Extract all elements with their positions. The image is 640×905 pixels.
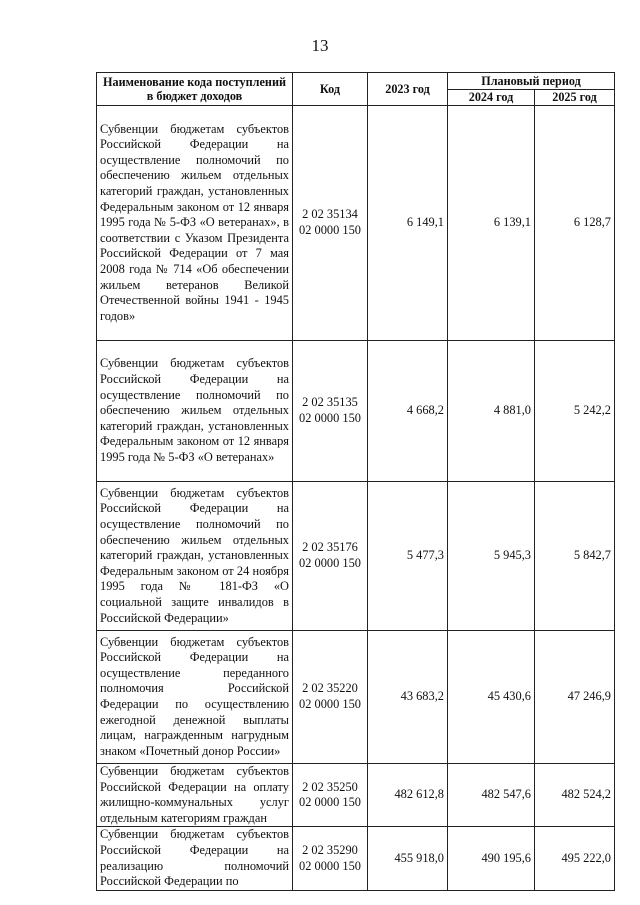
row-name: Субвенции бюджетам субъектов Российской Федерации на оплату жилищно-коммунальных услуг отдельным категориям граждан: [97, 764, 293, 827]
row-2024: 490 195,6: [448, 827, 535, 890]
table-row: [97, 341, 615, 482]
row-2023: 43 683,2: [368, 631, 448, 764]
table-row: [97, 764, 615, 827]
row-2025: 495 222,0: [535, 827, 615, 890]
row-2024: 5 945,3: [448, 482, 535, 631]
row-2024: 4 881,0: [448, 341, 535, 482]
row-code: 2 02 35290 02 0000 150: [293, 827, 368, 890]
header-planning-period: Плановый период: [448, 73, 615, 90]
row-name: Субвенции бюджетам субъектов Российской Федерации на осуществление полномочий по обеспечению жильем отдельных категорий граждан, установленных Федеральным законом от 24 ноября 1995 года № 181-ФЗ «О социальной защите инвалидов в Российской Федерации»: [97, 482, 293, 631]
row-2024: 482 547,6: [448, 764, 535, 827]
table-row: [97, 482, 615, 631]
table-header-row: [97, 73, 615, 90]
row-name: Субвенции бюджетам субъектов Российской Федерации на реализацию полномочий Российской Федерации по: [97, 827, 293, 890]
page-number: 13: [311, 36, 329, 55]
table-row: [97, 631, 615, 764]
row-code: 2 02 35135 02 0000 150: [293, 341, 368, 482]
row-code: 2 02 35134 02 0000 150: [293, 106, 368, 341]
header-2023: 2023 год: [368, 73, 448, 106]
row-name: Субвенции бюджетам субъектов Российской Федерации на осуществление полномочий по обеспечению жильем отдельных категорий граждан, установленных Федеральным законом от 12 января 1995 года № 5-ФЗ «О ветеранах», в соответствии с Указом Президента Российской Федерации от 7 мая 2008 года № 714 «Об обеспечении жильем ветеранов Великой Отечественной войны 1941 - 1945 годов»: [97, 106, 293, 341]
row-2023: 455 918,0: [368, 827, 448, 890]
header-code: Код: [293, 73, 368, 106]
header-2025: 2025 год: [535, 89, 615, 106]
table-row: [97, 106, 615, 341]
row-2025: 6 128,7: [535, 106, 615, 341]
row-2025: 482 524,2: [535, 764, 615, 827]
row-2023: 4 668,2: [368, 341, 448, 482]
table-row: [97, 827, 615, 890]
revenue-table: [96, 72, 615, 891]
row-2024: 45 430,6: [448, 631, 535, 764]
row-name: Субвенции бюджетам субъектов Российской Федерации на осуществление полномочий по обеспечению жильем отдельных категорий граждан, установленных Федеральным законом от 12 января 1995 года № 5-ФЗ «О ветеранах»: [97, 341, 293, 482]
header-2024: 2024 год: [448, 89, 535, 106]
row-2025: 5 842,7: [535, 482, 615, 631]
row-2025: 5 242,2: [535, 341, 615, 482]
row-code: 2 02 35250 02 0000 150: [293, 764, 368, 827]
row-2023: 482 612,8: [368, 764, 448, 827]
row-name: Субвенции бюджетам субъектов Российской Федерации на осуществление переданного полномочия Российской Федерации по осуществлению ежегодной денежной выплаты лицам, награжденным нагрудным знаком «Почетный донор России»: [97, 631, 293, 764]
row-2024: 6 139,1: [448, 106, 535, 341]
row-2023: 5 477,3: [368, 482, 448, 631]
row-code: 2 02 35176 02 0000 150: [293, 482, 368, 631]
row-code: 2 02 35220 02 0000 150: [293, 631, 368, 764]
row-2023: 6 149,1: [368, 106, 448, 341]
row-2025: 47 246,9: [535, 631, 615, 764]
header-name: Наименование кода поступлений в бюджет доходов: [97, 73, 293, 106]
